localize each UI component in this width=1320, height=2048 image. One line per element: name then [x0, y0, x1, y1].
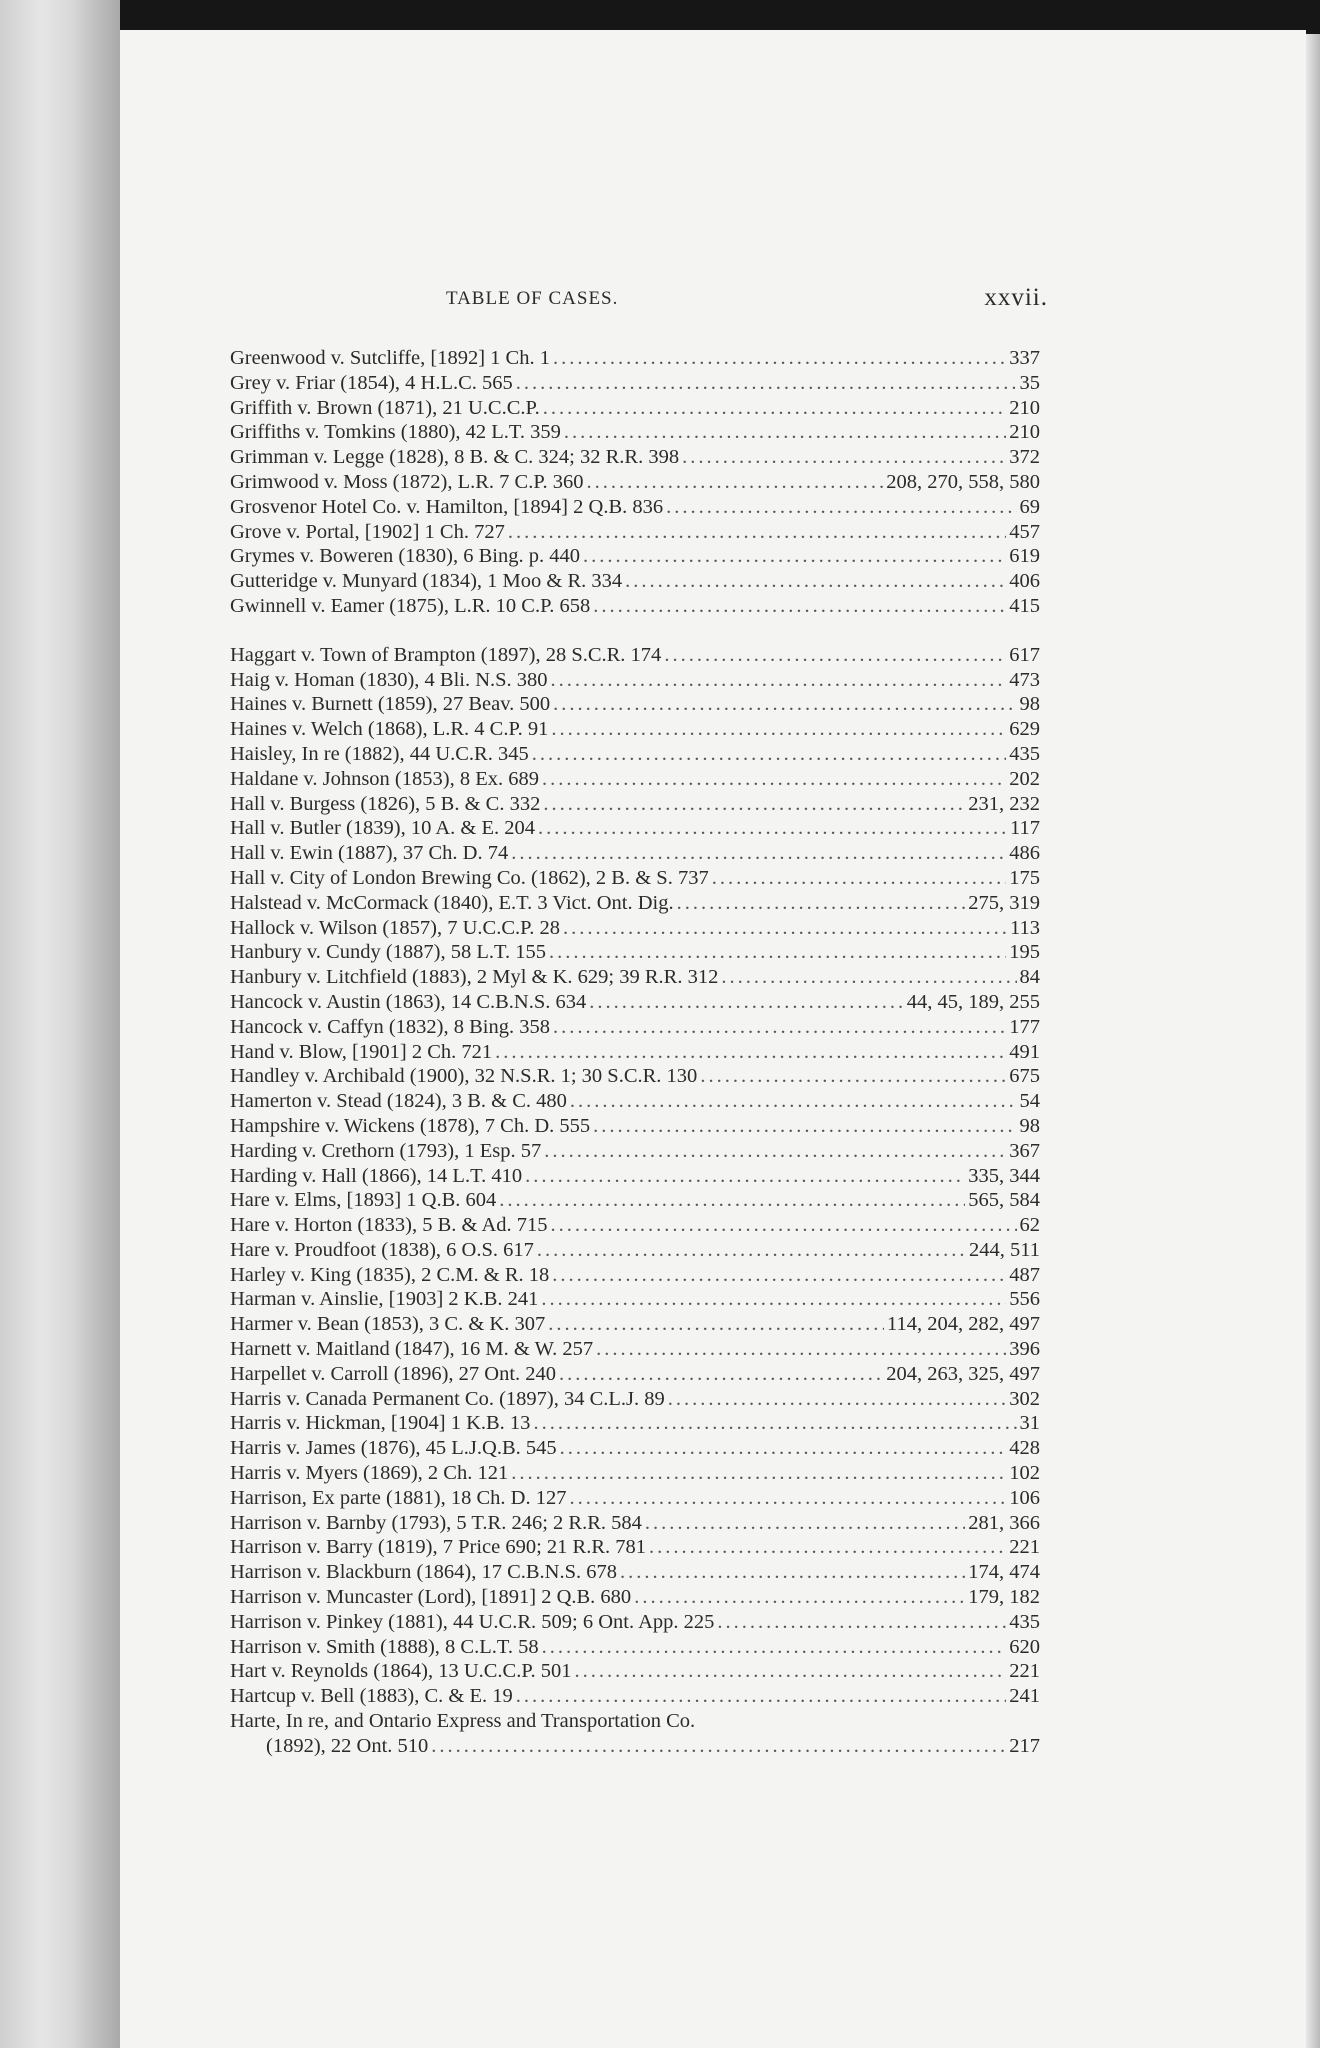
dot-leader [645, 1511, 965, 1536]
case-entry [230, 792, 1040, 817]
case-title: Grove v. Portal, [1902] 1 Ch. 727 [230, 520, 505, 543]
case-title: Hall v. Burgess (1826), 5 B. & C. 332 [230, 792, 541, 815]
dot-leader [516, 1684, 1006, 1709]
case-title: Harrison v. Barnby (1793), 5 T.R. 246; 2 R.R. 584 [230, 1511, 642, 1534]
case-entry [230, 717, 1040, 742]
case-page-refs: 35 [1019, 371, 1040, 394]
case-page-refs: 241 [1009, 1685, 1040, 1708]
case-entry [230, 1387, 1040, 1412]
dot-leader [552, 1263, 1006, 1288]
dot-leader [431, 1734, 1006, 1759]
case-page-refs: 275, 319 [968, 891, 1040, 914]
case-title: Hancock v. Austin (1863), 14 C.B.N.S. 634 [230, 990, 587, 1013]
case-entry [230, 866, 1040, 891]
dot-leader [682, 445, 1006, 470]
case-entry [230, 1635, 1040, 1660]
case-title: Haggart v. Town of Brampton (1897), 28 S.C.R. 174 [230, 643, 662, 666]
dot-leader [499, 1188, 965, 1213]
case-title: Harrison v. Smith (1888), 8 C.L.T. 58 [230, 1635, 539, 1658]
case-page-refs: 106 [1009, 1486, 1040, 1509]
dot-leader [717, 1610, 1006, 1635]
dot-leader [586, 470, 883, 495]
case-entry [230, 1411, 1040, 1436]
dot-leader [570, 1089, 1017, 1114]
dot-leader [649, 1535, 1006, 1560]
case-entry [230, 816, 1040, 841]
case-title: Harrison v. Blackburn (1864), 17 C.B.N.S. 678 [230, 1561, 617, 1584]
dot-leader [544, 1139, 1006, 1164]
case-title: Grey v. Friar (1854), 4 H.L.C. 565 [230, 371, 513, 394]
case-page-refs: 208, 270, 558, 580 [886, 470, 1040, 493]
case-page-refs: 620 [1009, 1635, 1040, 1658]
book-page [120, 30, 1306, 2048]
case-entry [230, 594, 1040, 619]
case-title: Harmer v. Bean (1853), 3 C. & K. 307 [230, 1313, 546, 1336]
case-entry [230, 1064, 1040, 1089]
case-page-refs: 174, 474 [968, 1561, 1040, 1584]
case-entry [230, 569, 1040, 594]
case-page-refs: 98 [1019, 1114, 1040, 1137]
case-page-refs: 231, 232 [968, 792, 1040, 815]
case-title: Gwinnell v. Eamer (1875), L.R. 10 C.P. 658 [230, 594, 591, 617]
case-entry [230, 1188, 1040, 1213]
page-number: xxvii. [984, 284, 1048, 311]
case-page-refs: 428 [1009, 1437, 1040, 1460]
dot-leader [537, 1238, 966, 1263]
case-entry [230, 1139, 1040, 1164]
case-page-refs: 98 [1019, 693, 1040, 716]
case-entry [230, 495, 1040, 520]
dot-leader [551, 1213, 1017, 1238]
case-page-refs: 221 [1009, 1536, 1040, 1559]
case-page-refs: 175 [1009, 866, 1040, 889]
case-page-refs: 31 [1019, 1412, 1040, 1435]
table-of-cases [230, 280, 1048, 1783]
case-title: Hamerton v. Stead (1824), 3 B. & C. 480 [230, 1090, 567, 1113]
case-page-refs: 44, 45, 189, 255 [906, 990, 1040, 1013]
case-entry [230, 420, 1040, 445]
case-entry [230, 891, 1040, 916]
dot-leader [551, 668, 1007, 693]
case-page-refs: 675 [1009, 1065, 1040, 1088]
dot-leader [553, 1015, 1006, 1040]
dot-leader [542, 767, 1006, 792]
case-title: Harris v. Canada Permanent Co. (1897), 34 C.L.J. 89 [230, 1387, 665, 1410]
case-page-refs: 457 [1009, 520, 1040, 543]
case-page-refs: 565, 584 [968, 1189, 1040, 1212]
case-title: Hand v. Blow, [1901] 2 Ch. 721 [230, 1040, 493, 1063]
case-page-refs: 221 [1009, 1660, 1040, 1683]
case-title: Harris v. Hickman, [1904] 1 K.B. 13 [230, 1412, 531, 1435]
case-title: Harrison v. Barry (1819), 7 Price 690; 21 R.R. 781 [230, 1536, 647, 1559]
case-page-refs: 62 [1019, 1214, 1040, 1237]
case-page-refs: 244, 511 [969, 1238, 1040, 1261]
case-entry [230, 544, 1040, 569]
case-entry [230, 841, 1040, 866]
case-entry [230, 916, 1040, 941]
dot-leader [574, 1659, 1006, 1684]
case-page-refs: 372 [1009, 446, 1040, 469]
dot-leader [553, 346, 1006, 371]
case-title: Harding v. Crethorn (1793), 1 Esp. 57 [230, 1139, 542, 1162]
case-page-refs: 335, 344 [968, 1164, 1040, 1187]
case-title: Hanbury v. Litchfield (1883), 2 Myl & K. 629; 39 R.R. 312 [230, 966, 719, 989]
case-page-refs: 435 [1009, 742, 1040, 765]
book-gutter [0, 0, 120, 2048]
dot-leader [525, 1164, 965, 1189]
dot-leader [721, 965, 1016, 990]
case-page-refs: 210 [1009, 421, 1040, 444]
case-page-refs: 281, 366 [968, 1511, 1040, 1534]
case-title: Haisley, In re (1882), 44 U.C.R. 345 [230, 742, 529, 765]
case-entry [230, 1610, 1040, 1635]
case-entry [230, 742, 1040, 767]
case-title: Harrison, Ex parte (1881), 18 Ch. D. 127 [230, 1486, 567, 1509]
case-entry [230, 1164, 1040, 1189]
dot-leader [634, 1585, 965, 1610]
case-page-refs: 556 [1009, 1288, 1040, 1311]
case-group [230, 643, 1040, 1759]
case-entry [230, 1461, 1040, 1486]
case-title: Grymes v. Boweren (1830), 6 Bing. p. 440 [230, 545, 580, 568]
case-page-refs: 473 [1009, 668, 1040, 691]
case-title: Harris v. Myers (1869), 2 Ch. 121 [230, 1462, 509, 1485]
dot-leader [538, 816, 1007, 841]
case-entry [230, 643, 1040, 668]
dot-leader [495, 1040, 1006, 1065]
case-entry [230, 1238, 1040, 1263]
case-page-refs: 113 [1010, 916, 1040, 939]
case-page-refs: 486 [1009, 842, 1040, 865]
case-entry [230, 1659, 1040, 1684]
case-page-refs: 617 [1009, 643, 1040, 666]
dot-leader [700, 1064, 1006, 1089]
case-title: Hancock v. Caffyn (1832), 8 Bing. 358 [230, 1015, 550, 1038]
case-title: Haines v. Welch (1868), L.R. 4 C.P. 91 [230, 718, 549, 741]
case-title: Hall v. Ewin (1887), 37 Ch. D. 74 [230, 842, 509, 865]
case-entry [230, 520, 1040, 545]
case-entry [230, 1560, 1040, 1585]
case-title: Hall v. Butler (1839), 10 A. & E. 204 [230, 817, 535, 840]
case-entry [230, 692, 1040, 717]
case-group [230, 346, 1040, 619]
case-page-refs: 337 [1009, 347, 1040, 369]
case-title: Haldane v. Johnson (1853), 8 Ex. 689 [230, 767, 539, 790]
case-title: Hartcup v. Bell (1883), C. & E. 19 [230, 1685, 513, 1708]
case-page-refs: 367 [1009, 1139, 1040, 1162]
dot-leader [553, 692, 1016, 717]
case-entry [230, 1535, 1040, 1560]
case-page-refs: 629 [1009, 718, 1040, 741]
case-title: Harpellet v. Carroll (1896), 27 Ont. 240 [230, 1362, 557, 1385]
case-page-refs: 179, 182 [968, 1586, 1040, 1609]
case-entry [230, 470, 1040, 495]
case-entry [230, 1511, 1040, 1536]
dot-leader [549, 940, 1006, 965]
dot-leader [564, 420, 1006, 445]
case-page-refs: 487 [1009, 1263, 1040, 1286]
dot-leader [543, 792, 965, 817]
case-page-refs: 195 [1009, 941, 1040, 964]
case-title: Hare v. Horton (1833), 5 B. & Ad. 715 [230, 1214, 548, 1237]
case-title: Grimwood v. Moss (1872), L.R. 7 C.P. 360 [230, 470, 584, 493]
dot-leader [532, 742, 1007, 767]
case-entry [230, 1312, 1040, 1337]
case-page-refs: 406 [1009, 570, 1040, 593]
case-title: Harnett v. Maitland (1847), 16 M. & W. 257 [230, 1338, 594, 1361]
case-page-refs: 102 [1009, 1462, 1040, 1485]
dot-leader [551, 717, 1006, 742]
case-title: Harley v. King (1835), 2 C.M. & R. 18 [230, 1263, 550, 1286]
dot-leader [593, 594, 1006, 619]
case-entry [230, 767, 1040, 792]
case-entry [230, 1114, 1040, 1139]
case-page-refs: 84 [1019, 966, 1040, 989]
case-entry [230, 371, 1040, 396]
case-page-refs: 415 [1009, 594, 1040, 617]
case-page-refs: 302 [1009, 1387, 1040, 1410]
dot-leader [668, 1387, 1006, 1412]
case-entry [230, 346, 1040, 371]
dot-leader [712, 866, 1007, 891]
dot-leader [625, 569, 1006, 594]
dot-leader [620, 1560, 965, 1585]
case-page-refs: 54 [1019, 1090, 1040, 1113]
dot-leader [666, 495, 1016, 520]
dot-leader [559, 1362, 883, 1387]
dot-leader [560, 1436, 1007, 1461]
case-entry [230, 1436, 1040, 1461]
dot-leader [593, 1114, 1016, 1139]
case-entry [230, 1362, 1040, 1387]
case-title: Hart v. Reynolds (1864), 13 U.C.C.P. 501 [230, 1660, 572, 1683]
case-entry [230, 1040, 1040, 1065]
case-title: Hall v. City of London Brewing Co. (1862), 2 B. & S. 737 [230, 866, 709, 889]
dot-leader [511, 841, 1006, 866]
case-entry [230, 668, 1040, 693]
case-page-refs: 202 [1009, 767, 1040, 790]
dot-leader [508, 520, 1006, 545]
case-page-refs: 491 [1009, 1040, 1040, 1063]
case-title: Hanbury v. Cundy (1887), 58 L.T. 155 [230, 941, 546, 964]
dot-leader [664, 643, 1006, 668]
case-entry [230, 1263, 1040, 1288]
case-title: Harte, In re, and Ontario Express and Transportation Co. [230, 1710, 696, 1733]
case-page-refs: 619 [1009, 545, 1040, 568]
dot-leader [541, 1287, 1006, 1312]
running-title: TABLE OF CASES. [446, 288, 619, 309]
case-title: Harding v. Hall (1866), 14 L.T. 410 [230, 1164, 523, 1187]
case-title: Grosvenor Hotel Co. v. Hamilton, [1894] 2 Q.B. 836 [230, 495, 664, 518]
dot-leader [511, 1461, 1006, 1486]
case-title: Hampshire v. Wickens (1878), 7 Ch. D. 555 [230, 1114, 591, 1137]
case-entry [230, 1337, 1040, 1362]
case-title-continuation-line [230, 1734, 1040, 1759]
case-title: Harman v. Ainslie, [1903] 2 K.B. 241 [230, 1288, 539, 1311]
case-entry [230, 396, 1040, 421]
case-title: Griffiths v. Tomkins (1880), 42 L.T. 359 [230, 421, 561, 444]
case-entry [230, 1684, 1040, 1709]
case-title: Handley v. Archibald (1900), 32 N.S.R. 1; 30 S.C.R. 130 [230, 1065, 698, 1088]
dot-leader [548, 1312, 884, 1337]
case-title: Hare v. Proudfoot (1838), 6 O.S. 617 [230, 1238, 534, 1261]
case-entry [230, 1015, 1040, 1040]
case-entry [230, 1585, 1040, 1610]
page-right-edge [1306, 34, 1320, 2048]
case-title: Haig v. Homan (1830), 4 Bli. N.S. 380 [230, 668, 548, 691]
case-groups [230, 346, 1040, 1759]
case-title: Harrison v. Muncaster (Lord), [1891] 2 Q.B. 680 [230, 1586, 632, 1609]
case-page-refs: 69 [1019, 495, 1040, 518]
case-page-refs: 177 [1009, 1015, 1040, 1038]
case-title: Harrison v. Pinkey (1881), 44 U.C.R. 509; 6 Ont. App. 225 [230, 1610, 715, 1633]
case-title: Harris v. James (1876), 45 L.J.Q.B. 545 [230, 1437, 557, 1460]
case-title: Griffith v. Brown (1871), 21 U.C.C.P. [230, 396, 540, 419]
case-page-refs: 217 [1009, 1734, 1040, 1757]
case-entry [230, 990, 1040, 1015]
case-title: Hallock v. Wilson (1857), 7 U.C.C.P. 28 [230, 916, 561, 939]
dot-leader [563, 916, 1007, 941]
dot-leader [516, 371, 1017, 396]
dot-leader [583, 544, 1006, 569]
case-entry [230, 1213, 1040, 1238]
case-title: Hare v. Elms, [1893] 1 Q.B. 604 [230, 1189, 497, 1212]
case-title: Greenwood v. Sutcliffe, [1892] 1 Ch. 1 [230, 347, 550, 369]
case-entry [230, 1287, 1040, 1312]
page-header [230, 280, 1048, 330]
case-title: Halstead v. McCormack (1840), E.T. 3 Vict. Ont. Dig. [230, 891, 674, 914]
dot-leader [569, 1486, 1006, 1511]
dot-leader [677, 891, 966, 916]
dot-leader [543, 396, 1006, 421]
case-title-continuation: (1892), 22 Ont. 510 [266, 1734, 429, 1757]
case-entry [230, 1486, 1040, 1511]
case-title: Gutteridge v. Munyard (1834), 1 Moo & R. 334 [230, 570, 623, 593]
case-page-refs: 396 [1009, 1338, 1040, 1361]
dot-leader [533, 1411, 1016, 1436]
case-page-refs: 114, 204, 282, 497 [887, 1313, 1040, 1336]
case-page-refs: 435 [1009, 1610, 1040, 1633]
case-entry [230, 1709, 1040, 1759]
case-entry [230, 1089, 1040, 1114]
case-page-refs: 210 [1009, 396, 1040, 419]
dot-leader [596, 1337, 1006, 1362]
dot-leader [542, 1635, 1007, 1660]
case-page-refs: 204, 263, 325, 497 [886, 1362, 1040, 1385]
case-title: Haines v. Burnett (1859), 27 Beav. 500 [230, 693, 551, 716]
dot-leader [589, 990, 903, 1015]
case-entry [230, 445, 1040, 470]
case-entry [230, 965, 1040, 990]
case-page-refs: 117 [1010, 817, 1040, 840]
scan-top-border [0, 0, 1320, 34]
case-title: Grimman v. Legge (1828), 8 B. & C. 324; 32 R.R. 398 [230, 446, 680, 469]
case-entry [230, 940, 1040, 965]
